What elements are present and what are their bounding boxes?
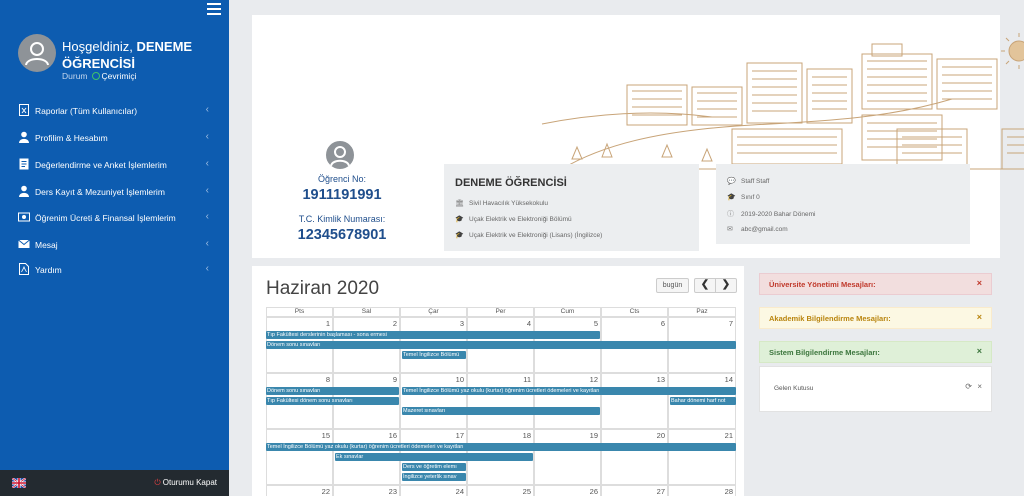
day-number: 9 bbox=[392, 375, 397, 384]
weekday-header: Çar bbox=[400, 307, 467, 317]
calendar-event[interactable]: Mazeret sınavları bbox=[402, 407, 600, 415]
class-text: Sınıf 0 bbox=[741, 194, 760, 201]
day-number: 15 bbox=[321, 431, 330, 440]
day-number: 4 bbox=[526, 319, 531, 328]
calendar-event[interactable]: Temel İngilizce Bölümü yaz okulu (kurtar) öğrenim ücretleri ödemeleri ve kayıtları bbox=[402, 387, 736, 395]
profile-avatar bbox=[324, 139, 356, 171]
close-icon[interactable]: × bbox=[977, 382, 982, 391]
term-text: 2019-2020 Bahar Dönemi bbox=[741, 211, 816, 218]
profile-card bbox=[252, 15, 1000, 258]
day-cell[interactable] bbox=[266, 429, 333, 485]
graduation-cap-icon: 🎓 bbox=[455, 232, 464, 239]
day-number: 17 bbox=[455, 431, 464, 440]
envelope-icon: ✉ bbox=[727, 226, 733, 233]
sidebar-item-evaluation[interactable] bbox=[18, 158, 213, 174]
email-row bbox=[727, 225, 788, 233]
day-number: 16 bbox=[388, 431, 397, 440]
logout-label: Oturumu Kapat bbox=[162, 478, 217, 487]
panel-title: Üniversite Yönetimi Mesajları: bbox=[769, 280, 876, 289]
day-cell[interactable] bbox=[467, 373, 534, 429]
day-cell[interactable] bbox=[534, 373, 601, 429]
sidebar-item-label: Yardım bbox=[35, 265, 62, 275]
sidebar-item-label: Profilim & Hesabım bbox=[35, 133, 108, 143]
day-number: 5 bbox=[593, 319, 598, 328]
calendar-event[interactable]: Ek sınavlar bbox=[335, 453, 533, 461]
tc-no-value: 12345678901 bbox=[297, 227, 387, 243]
sidebar bbox=[0, 0, 229, 496]
user-icon bbox=[18, 185, 30, 197]
day-number: 8 bbox=[325, 375, 330, 384]
weekday-header: Cts bbox=[601, 307, 668, 317]
student-no-value: 1911191991 bbox=[302, 187, 382, 203]
day-number: 20 bbox=[656, 431, 665, 440]
academic-messages-panel[interactable] bbox=[759, 307, 992, 329]
calendar-event[interactable]: Dönem sonu sınavları bbox=[266, 387, 399, 395]
weekday-header: Pts bbox=[266, 307, 333, 317]
day-number: 25 bbox=[522, 487, 531, 496]
calendar-grid bbox=[266, 307, 736, 496]
department-row bbox=[455, 215, 572, 223]
sidebar-item-reports[interactable] bbox=[18, 104, 213, 120]
day-number: 22 bbox=[321, 487, 330, 496]
status-value: Çevrimiçi bbox=[101, 71, 137, 81]
day-number: 23 bbox=[388, 487, 397, 496]
calendar-event[interactable]: Temel İngilizce Bölümü yaz okulu (kurtar) öğrenim ücretleri ödemeleri ve kayıtları bbox=[266, 443, 736, 451]
day-number: 7 bbox=[728, 319, 733, 328]
panel-title: Akademik Bilgilendirme Mesajları: bbox=[769, 314, 891, 323]
system-messages-panel[interactable] bbox=[759, 341, 992, 363]
next-month-button[interactable]: ❯ bbox=[715, 278, 737, 293]
welcome-text bbox=[62, 38, 212, 72]
day-number: 11 bbox=[523, 375, 531, 384]
close-icon[interactable]: × bbox=[976, 346, 982, 356]
sidebar-item-label: Raporlar (Tüm Kullanıcılar) bbox=[35, 106, 138, 116]
day-cell[interactable] bbox=[534, 485, 601, 496]
sidebar-item-label: Öğrenim Ücreti & Finansal İşlemlerim bbox=[35, 213, 176, 223]
chevron-left-icon: ‹ bbox=[205, 185, 209, 196]
chevron-left-icon: ‹ bbox=[205, 238, 209, 249]
university-messages-panel[interactable] bbox=[759, 273, 992, 295]
graduation-cap-icon: 🎓 bbox=[455, 216, 464, 223]
calendar-event[interactable]: Ders ve öğretim elemı bbox=[402, 463, 466, 471]
day-number: 21 bbox=[724, 431, 733, 440]
status-label: Durum bbox=[62, 71, 88, 81]
online-status-icon bbox=[92, 72, 100, 80]
calendar-title: Haziran 2020 bbox=[266, 278, 380, 299]
welcome-label: Hoşgeldiniz, bbox=[62, 39, 133, 54]
weekday-header: Per bbox=[467, 307, 534, 317]
sidebar-item-profile[interactable] bbox=[18, 131, 213, 147]
day-number: 24 bbox=[455, 487, 464, 496]
advisor-info-box bbox=[716, 164, 970, 244]
weekday-header: Paz bbox=[668, 307, 736, 317]
day-number: 12 bbox=[589, 375, 598, 384]
chevron-left-icon: ‹ bbox=[205, 158, 209, 169]
day-number: 28 bbox=[724, 487, 733, 496]
student-name: DENEME ÖĞRENCİSİ bbox=[455, 177, 567, 189]
day-cell[interactable] bbox=[400, 373, 467, 429]
campus-illustration bbox=[532, 29, 1024, 174]
uk-flag-icon[interactable] bbox=[12, 478, 26, 488]
prev-month-button[interactable]: ❮ bbox=[694, 278, 716, 293]
day-cell[interactable] bbox=[601, 373, 668, 429]
pdf-icon bbox=[18, 263, 30, 275]
calendar-event[interactable]: İngilizce yeterlik sınav bbox=[402, 473, 466, 481]
power-icon: ⏻ bbox=[154, 478, 161, 487]
student-no-label: Öğrenci No: bbox=[317, 174, 367, 184]
day-number: 18 bbox=[522, 431, 531, 440]
panel-title: Sistem Bilgilendirme Mesajları: bbox=[769, 348, 880, 357]
close-icon[interactable]: × bbox=[976, 278, 982, 288]
user-icon bbox=[18, 131, 30, 143]
program-row bbox=[455, 231, 602, 239]
day-cell[interactable] bbox=[467, 485, 534, 496]
day-number: 1 bbox=[325, 319, 330, 328]
weekday-header: Cum bbox=[534, 307, 601, 317]
tc-no-label: T.C. Kimlik Numarası: bbox=[298, 214, 386, 224]
school-row bbox=[455, 199, 548, 207]
advisor-row bbox=[727, 177, 769, 185]
sidebar-item-message[interactable] bbox=[18, 238, 213, 254]
day-cell[interactable] bbox=[601, 485, 668, 496]
envelope-icon bbox=[18, 238, 30, 250]
money-icon bbox=[18, 211, 30, 223]
day-cell[interactable] bbox=[266, 485, 333, 496]
student-info-box bbox=[444, 164, 699, 251]
logout-button[interactable] bbox=[154, 478, 217, 488]
sidebar-item-label: Mesaj bbox=[35, 240, 58, 250]
calendar-event[interactable]: Temel İngilizce Bölümü bbox=[402, 351, 466, 359]
user-name: DENEME ÖĞRENCİSİ bbox=[62, 39, 193, 71]
day-number: 3 bbox=[459, 319, 464, 328]
day-cell[interactable] bbox=[333, 485, 400, 496]
comments-icon: 💬 bbox=[727, 178, 736, 185]
day-number: 13 bbox=[656, 375, 665, 384]
sidebar-item-registration[interactable] bbox=[18, 185, 213, 201]
chevron-left-icon: ‹ bbox=[205, 104, 209, 115]
info-icon: ⓘ bbox=[727, 211, 734, 218]
department-text: Uçak Elektrik ve Elektroniği Bölümü bbox=[469, 216, 572, 223]
chevron-left-icon: ‹ bbox=[205, 131, 209, 142]
close-icon[interactable]: × bbox=[976, 312, 982, 322]
inbox-panel bbox=[759, 366, 992, 412]
hamburger-menu-icon[interactable] bbox=[207, 3, 221, 15]
today-button[interactable]: bugün bbox=[656, 278, 689, 293]
sidebar-footer bbox=[0, 470, 229, 496]
weekday-header: Sal bbox=[333, 307, 400, 317]
day-number: 26 bbox=[589, 487, 598, 496]
day-cell[interactable] bbox=[601, 429, 668, 485]
calendar-event[interactable]: Bahar dönemi harf not bbox=[670, 397, 736, 405]
graduation-cap-icon: 🎓 bbox=[727, 194, 736, 201]
class-row bbox=[727, 193, 760, 201]
chevron-left-icon: ‹ bbox=[205, 211, 209, 222]
day-number: 14 bbox=[724, 375, 733, 384]
calendar-event[interactable]: Dönem sonu sınavları bbox=[266, 341, 736, 349]
sidebar-item-finance[interactable] bbox=[18, 211, 213, 227]
day-cell[interactable] bbox=[400, 485, 467, 496]
document-icon bbox=[18, 158, 30, 170]
day-cell[interactable] bbox=[668, 429, 736, 485]
calendar-card bbox=[252, 266, 744, 496]
advisor-text: Staff Staff bbox=[741, 178, 770, 185]
day-number: 10 bbox=[455, 375, 464, 384]
avatar bbox=[18, 34, 56, 72]
calendar-event[interactable]: Tıp Fakültesi dönem sonu sınavları bbox=[266, 397, 399, 405]
day-number: 6 bbox=[660, 319, 665, 328]
sidebar-item-label: Ders Kayıt & Mezuniyet İşlemlerim bbox=[35, 187, 165, 197]
sidebar-item-label: Değerlendirme ve Anket İşlemlerim bbox=[35, 160, 167, 170]
email-text: abc@gmail.com bbox=[741, 226, 788, 233]
institution-icon: 🏛 bbox=[455, 200, 464, 207]
program-text: Uçak Elektrik ve Elektroniği (Lisans) (İngilizce) bbox=[469, 232, 603, 239]
calendar-event[interactable]: Tıp Fakültesi derslerinin başlaması - sona ermesi bbox=[266, 331, 600, 339]
user-status bbox=[62, 71, 136, 81]
day-number: 2 bbox=[392, 319, 397, 328]
day-cell[interactable] bbox=[534, 429, 601, 485]
inbox-title: Gelen Kutusu bbox=[774, 385, 814, 392]
refresh-icon[interactable]: ⟳ bbox=[965, 382, 972, 391]
day-number: 27 bbox=[656, 487, 665, 496]
report-icon bbox=[18, 104, 30, 116]
school-text: Sivil Havacılık Yüksekokulu bbox=[469, 200, 548, 207]
day-cell[interactable] bbox=[668, 485, 736, 496]
chevron-left-icon: ‹ bbox=[205, 263, 209, 274]
sidebar-item-help[interactable] bbox=[18, 263, 213, 279]
day-number: 19 bbox=[589, 431, 598, 440]
term-row bbox=[727, 209, 815, 219]
